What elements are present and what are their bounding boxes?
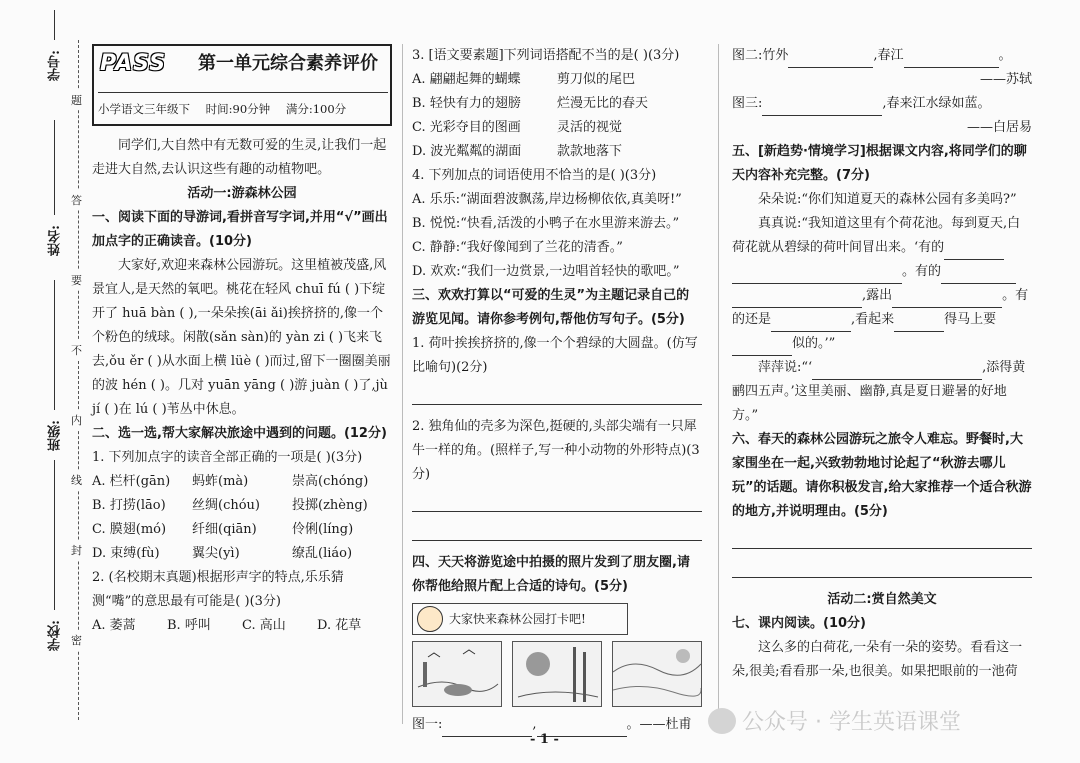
photo-3-caption bbox=[732, 92, 1032, 116]
s3-q2-stem: 2. 独角仙的壳多为深色,挺硬的,头部尖端有一只犀牛一样的角。(照样子,写一种小动物的外形特点)(3分) bbox=[412, 419, 700, 482]
pass-logo: PASS bbox=[100, 51, 167, 76]
column-3 bbox=[732, 44, 1032, 684]
option-text: A. 翩翩起舞的蝴蝶 bbox=[412, 72, 521, 87]
seal-char: 要 bbox=[71, 270, 82, 290]
section-5-title: 五、[新趋势·情境学习]根据课文内容,将同学们的聊天内容补充完整。(7分) bbox=[732, 144, 1027, 183]
blank-input[interactable] bbox=[941, 269, 1016, 284]
chat-line-pingping bbox=[732, 356, 1032, 428]
poet-name: ——杜甫 bbox=[639, 717, 692, 732]
option-text: C. 静静:“我好像闻到了兰花的清香。” bbox=[412, 240, 623, 255]
column-divider bbox=[718, 44, 719, 724]
option-text: C. 光彩夺目的图画 bbox=[412, 120, 521, 135]
q2-title: 二、选一选,帮大家解决旅途中遇到的问题。(12分) bbox=[92, 426, 387, 441]
seal-char: 封 bbox=[71, 540, 82, 560]
blank-input[interactable] bbox=[732, 341, 792, 356]
chat-text: 萍萍说:“‘ bbox=[758, 360, 813, 375]
blank-input[interactable] bbox=[788, 53, 873, 68]
chat-text: 得马上要 bbox=[944, 312, 997, 327]
answer-line[interactable] bbox=[412, 522, 702, 541]
wechat-icon bbox=[708, 708, 736, 734]
option-row bbox=[92, 494, 392, 518]
q4-stem: 4. 下列加点的词语使用不恰当的是( )(3分) bbox=[412, 168, 657, 183]
option-text: C. 膜翅(mó) bbox=[92, 522, 167, 537]
s3-q1-stem: 1. 荷叶挨挨挤挤的,像一个个碧绿的大圆盘。(仿写比喻句)(2分) bbox=[412, 336, 698, 375]
seal-char: 线 bbox=[71, 470, 82, 490]
caption-label: 图三: bbox=[732, 96, 763, 111]
q1-passage: 大家好,欢迎来森林公园游玩。这里植被茂盛,风景宜人,是天然的氧吧。桃花在轻风 chuī fú ( )下绽开了 huā bàn ( ),一朵朵挨(āi ǎi)挨挤挤的,像一个个粉色的绒球。闲散(sǎn sàn)的 yàn zi ( )飞来飞去,ǒu ěr ( )从水面上横 lüè ( )而过,留下一圈圈美丽的波 hén ( )。几对 yuān yāng ( )游 juàn ( )了,jù jí ( )在 lú ( )苇丛中休息。 bbox=[92, 258, 391, 417]
seal-char: 不 bbox=[71, 340, 82, 360]
seal-dashed-line bbox=[78, 40, 79, 720]
poet-name: ——苏轼 bbox=[979, 72, 1032, 87]
seal-char: 答 bbox=[71, 190, 82, 210]
answer-line[interactable] bbox=[412, 493, 702, 512]
section-4-title: 四、天天将游览途中拍摄的照片发到了朋友圈,请你帮他给照片配上合适的诗句。(5分) bbox=[412, 555, 690, 594]
chat-line-duoduo: 朵朵说:“你们知道夏天的森林公园有多美吗?” bbox=[758, 192, 1017, 207]
banner-text: 大家快来森林公园打卡吧! bbox=[449, 612, 586, 626]
option-row bbox=[92, 614, 392, 638]
option-text: 缭乱(liáo) bbox=[292, 546, 353, 561]
option-text: B. 打捞(lāo) bbox=[92, 498, 166, 513]
column-1 bbox=[92, 44, 392, 638]
q1-title: 一、阅读下面的导游词,看拼音写字词,并用“√”画出加点字的正确读音。(10分) bbox=[92, 210, 388, 249]
name-label: 姓名: bbox=[48, 225, 63, 256]
answer-line[interactable] bbox=[732, 530, 1032, 549]
chat-text: ,看起来 bbox=[851, 312, 895, 327]
option-row bbox=[412, 92, 702, 116]
chat-text: 有的还是 bbox=[732, 288, 1029, 327]
class-line bbox=[54, 280, 55, 410]
option-text: 丝绸(chóu) bbox=[192, 498, 260, 513]
column-2 bbox=[412, 44, 702, 737]
option-text: D. 花草 bbox=[317, 618, 362, 633]
photo-1-caption: 图一: , 。——杜甫 bbox=[412, 713, 702, 737]
number-label: 学号: bbox=[48, 50, 63, 81]
chat-text: ,露出 bbox=[862, 288, 893, 303]
option-text: 剪刀似的尾巴 bbox=[557, 72, 636, 87]
option-text: D. 欢欢:“我们一边赏景,一边唱首轻快的歌吧。” bbox=[412, 264, 680, 279]
photo-3-river-illustration bbox=[612, 641, 702, 707]
school-line bbox=[54, 460, 55, 610]
column-divider bbox=[402, 44, 403, 724]
blank-input[interactable] bbox=[892, 293, 1002, 308]
chat-line-zhenzhen: 真真说:“我知道这里有个荷花池。每到夏天,白荷花就从碧绿的荷叶间冒出来。‘有的。有的,露出 。有的还是 ,看起来 得马上要似的。’” bbox=[732, 212, 1032, 356]
option-text: 灵活的视觉 bbox=[557, 120, 623, 135]
option-text: D. 波光粼粼的湖面 bbox=[412, 144, 522, 159]
photo-row bbox=[412, 641, 702, 707]
blank-input[interactable] bbox=[894, 317, 944, 332]
q7-passage: 这么多的白荷花,一朵有一朵的姿势。看看这一朵,很美;看看那一朵,也很美。如果把眼前的一池荷 bbox=[732, 640, 1023, 679]
school-label: 学校: bbox=[48, 620, 63, 651]
option-text: A. 栏杆(gān) bbox=[92, 474, 171, 489]
option-text: 款款地落下 bbox=[557, 144, 623, 159]
photo-2-caption: 图二:竹外 ,春江 。 bbox=[732, 44, 1032, 68]
exam-info bbox=[98, 92, 388, 121]
option-text: 伶俐(líng) bbox=[292, 522, 354, 537]
option-text: D. 束缚(fù) bbox=[92, 546, 160, 561]
answer-line[interactable] bbox=[732, 559, 1032, 578]
section-3-title: 三、欢欢打算以“可爱的生灵”为主题记录自己的游览见闻。请你参考例句,帮他仿写句子。(5分) bbox=[412, 288, 690, 327]
activity-1-heading: 活动一:游森林公园 bbox=[187, 186, 297, 201]
section-6-title: 六、春天的森林公园游玩之旅令人难忘。野餐时,大家围坐在一起,兴致勃勃地讨论起了“秋游去哪儿玩”的话题。请你积极发言,给大家推荐一个适合秋游的地方,并说明理由。(5分) bbox=[732, 432, 1032, 519]
chat-text: ,添得黄鹂四五声。’这里美丽、幽静,真是夏日避暑的好地方。” bbox=[732, 360, 1026, 423]
title-box bbox=[92, 44, 392, 126]
blank-input[interactable] bbox=[442, 722, 532, 737]
moments-banner bbox=[412, 603, 628, 635]
option-text: B. 轻快有力的翅膀 bbox=[412, 96, 521, 111]
answer-line[interactable] bbox=[412, 386, 702, 405]
option-row bbox=[92, 470, 392, 494]
blank-input[interactable] bbox=[732, 269, 902, 284]
q2-2-stem: 2. (名校期末真题)根据形声字的特点,乐乐猜测“嘴”的意思最有可能是( )(3分) bbox=[92, 570, 344, 609]
option-text: B. 悦悦:“快看,活泼的小鸭子在水里游来游去。” bbox=[412, 216, 680, 231]
name-line bbox=[54, 120, 55, 215]
caption-label: 图二:竹外 bbox=[732, 48, 789, 63]
q2-1-stem: 1. 下列加点字的读音全部正确的一项是( )(3分) bbox=[92, 450, 363, 465]
option-text: B. 呼叫 bbox=[167, 618, 211, 633]
class-label: 班级: bbox=[48, 420, 63, 451]
chat-text: 。有的 bbox=[902, 264, 942, 279]
option-text: 投掷(zhèng) bbox=[292, 498, 368, 513]
page-number: - 1 - bbox=[530, 732, 559, 747]
caption-label: 图一: bbox=[412, 717, 443, 732]
option-text: 崇高(chóng) bbox=[292, 474, 369, 489]
chat-text: 似的。’” bbox=[792, 336, 836, 351]
blank-input[interactable] bbox=[762, 101, 882, 116]
blank-input[interactable] bbox=[771, 317, 851, 332]
option-text: 烂漫无比的春天 bbox=[557, 96, 649, 111]
q3-stem: 3. [语文要素题]下列词语搭配不当的是( )(3分) bbox=[412, 48, 680, 63]
intro-text: 同学们,大自然中有无数可爱的生灵,让我们一起走进大自然,去认识这些有趣的动植物吧。 bbox=[92, 138, 387, 177]
option-row bbox=[92, 518, 392, 542]
caption-text: ,春江 bbox=[873, 48, 904, 63]
grade-text: 小学语文三年级下 bbox=[98, 102, 190, 116]
section-7-title: 七、课内阅读。(10分) bbox=[732, 616, 866, 631]
blank-input[interactable] bbox=[944, 245, 1004, 260]
watermark-text: 公众号 · 学生英语课堂 bbox=[742, 710, 961, 735]
seal-char: 内 bbox=[71, 410, 82, 430]
poet-name: ——白居易 bbox=[966, 120, 1032, 135]
option-text: A. 萎蒿 bbox=[92, 618, 136, 633]
option-row bbox=[412, 140, 702, 164]
photo-1-ducks-illustration bbox=[412, 641, 502, 707]
caption-text: ,春来江水绿如蓝。 bbox=[882, 96, 991, 111]
option-row bbox=[412, 116, 702, 140]
score-text: 满分:100分 bbox=[285, 102, 347, 116]
option-text: 翼尖(yì) bbox=[192, 546, 240, 561]
chat-text: 真真说:“我知道这里有个荷花池。每到夏天,白荷花就从碧绿的荷叶间冒出来。‘有的 bbox=[732, 216, 1021, 255]
option-text: C. 高山 bbox=[242, 618, 286, 633]
blank-input[interactable] bbox=[732, 293, 862, 308]
option-row bbox=[412, 68, 702, 92]
number-line bbox=[54, 10, 55, 40]
exam-title: 第一单元综合素养评价 bbox=[198, 53, 378, 74]
binding-strip bbox=[8, 40, 88, 720]
seal-char: 题 bbox=[71, 90, 82, 110]
option-text: 纤细(qiān) bbox=[192, 522, 257, 537]
seal-char: 密 bbox=[71, 630, 82, 650]
blank-input[interactable] bbox=[812, 365, 982, 380]
child-avatar-icon bbox=[417, 606, 443, 632]
blank-input[interactable] bbox=[904, 53, 999, 68]
time-text: 时间:90分钟 bbox=[205, 102, 271, 116]
option-text: A. 乐乐:“湖面碧波飘荡,岸边杨柳依依,真美呀!” bbox=[412, 192, 682, 207]
activity-2-heading: 活动二:赏自然美文 bbox=[827, 592, 937, 607]
photo-2-bamboo-peach-illustration bbox=[512, 641, 602, 707]
option-text: 蚂蚱(mà) bbox=[192, 474, 249, 489]
option-row bbox=[92, 542, 392, 566]
